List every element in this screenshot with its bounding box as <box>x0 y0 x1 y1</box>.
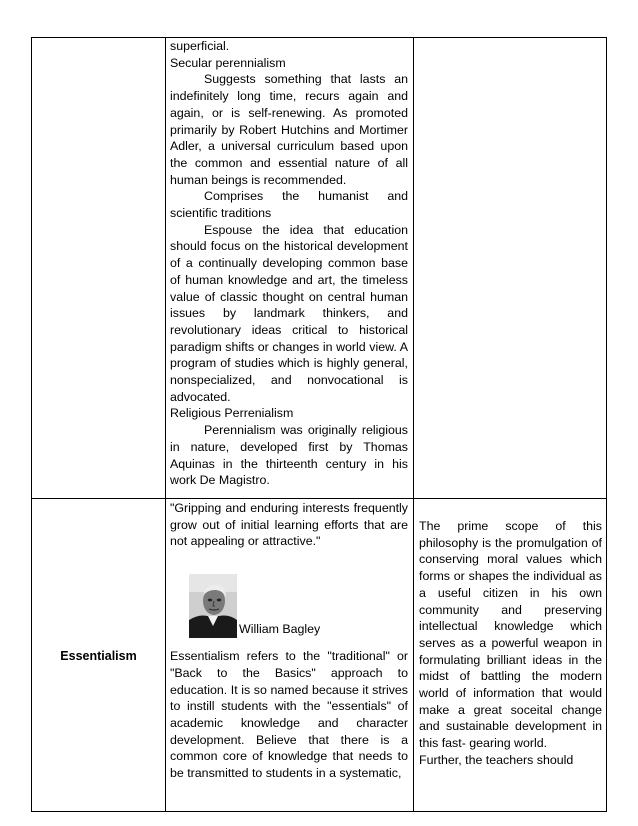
essentialism-scope-continuation: Further, the teachers should <box>419 752 574 767</box>
perennialism-description-cell <box>170 38 408 489</box>
essentialism-scope-text: The prime scope of this philosophy is the promulgation of conserving moral values which forms or shapes the individual as a useful citizen in his own community and preserving intellectual knowledge which serves as a powerful weapon in formulating brilliant ideas in the midst of battling the modern world of information that would make a great soceital change and sustainable development in this fast- gearing world. <box>419 519 602 751</box>
bagley-quote: "Gripping and enduring interests frequently grow out of initial learning efforts that are not appealing or attractive." <box>170 501 408 549</box>
essentialism-description: Essentialism refers to the "traditional" or "Back to the Basics" approach to education. It is so named because it strives to instill students with the "essentials" of academic knowledge and character development. Believe that there is a common core of knowledge that needs to be transmitted to students in a systematic, <box>170 649 408 781</box>
essentialism-label: Essentialism <box>60 648 137 663</box>
essentialism-description-cell <box>170 500 408 782</box>
portrait-figure <box>170 550 408 648</box>
religious-perennialism-heading: Religious Perrenialism <box>170 406 294 421</box>
column-divider-1 <box>165 38 166 811</box>
secular-bullet-2: Comprises the humanist and scientific traditions <box>170 189 408 221</box>
essentialism-label-cell <box>32 498 165 813</box>
secular-bullet-3: Espouse the idea that education should focus on the historical development of a continually developing common base of human knowledge and art, the timeless value of classic thought on central human issues by landmark thinkers, and revolutionary ideas critical to historical paradigm shifts or changes in world view. A program of studies which is highly general, nonspecialized, and nonvocational is advocated. <box>170 222 408 404</box>
photo-caption: William Bagley <box>239 622 321 637</box>
essentialism-scope-cell <box>419 518 602 769</box>
column-divider-2 <box>413 38 414 811</box>
secular-perennialism-heading: Secular perennialism <box>170 55 286 70</box>
william-bagley-portrait <box>189 574 237 638</box>
superficial-text: superficial. <box>170 39 230 53</box>
secular-bullet-1: Suggests something that lasts an indefinitely long time, recurs again and again, or is self-renewing. As promoted primarily by Robert Hutchins and Mortimer Adler, a universal curriculum based upon the common and essential nature of all human beings is recommended. <box>170 72 408 187</box>
philosophy-table <box>31 37 607 812</box>
religious-bullet-1: Perennialism was originally religious in nature, developed first by Thomas Aquinas in the thirteenth century in his work De Magistro. <box>170 423 408 488</box>
